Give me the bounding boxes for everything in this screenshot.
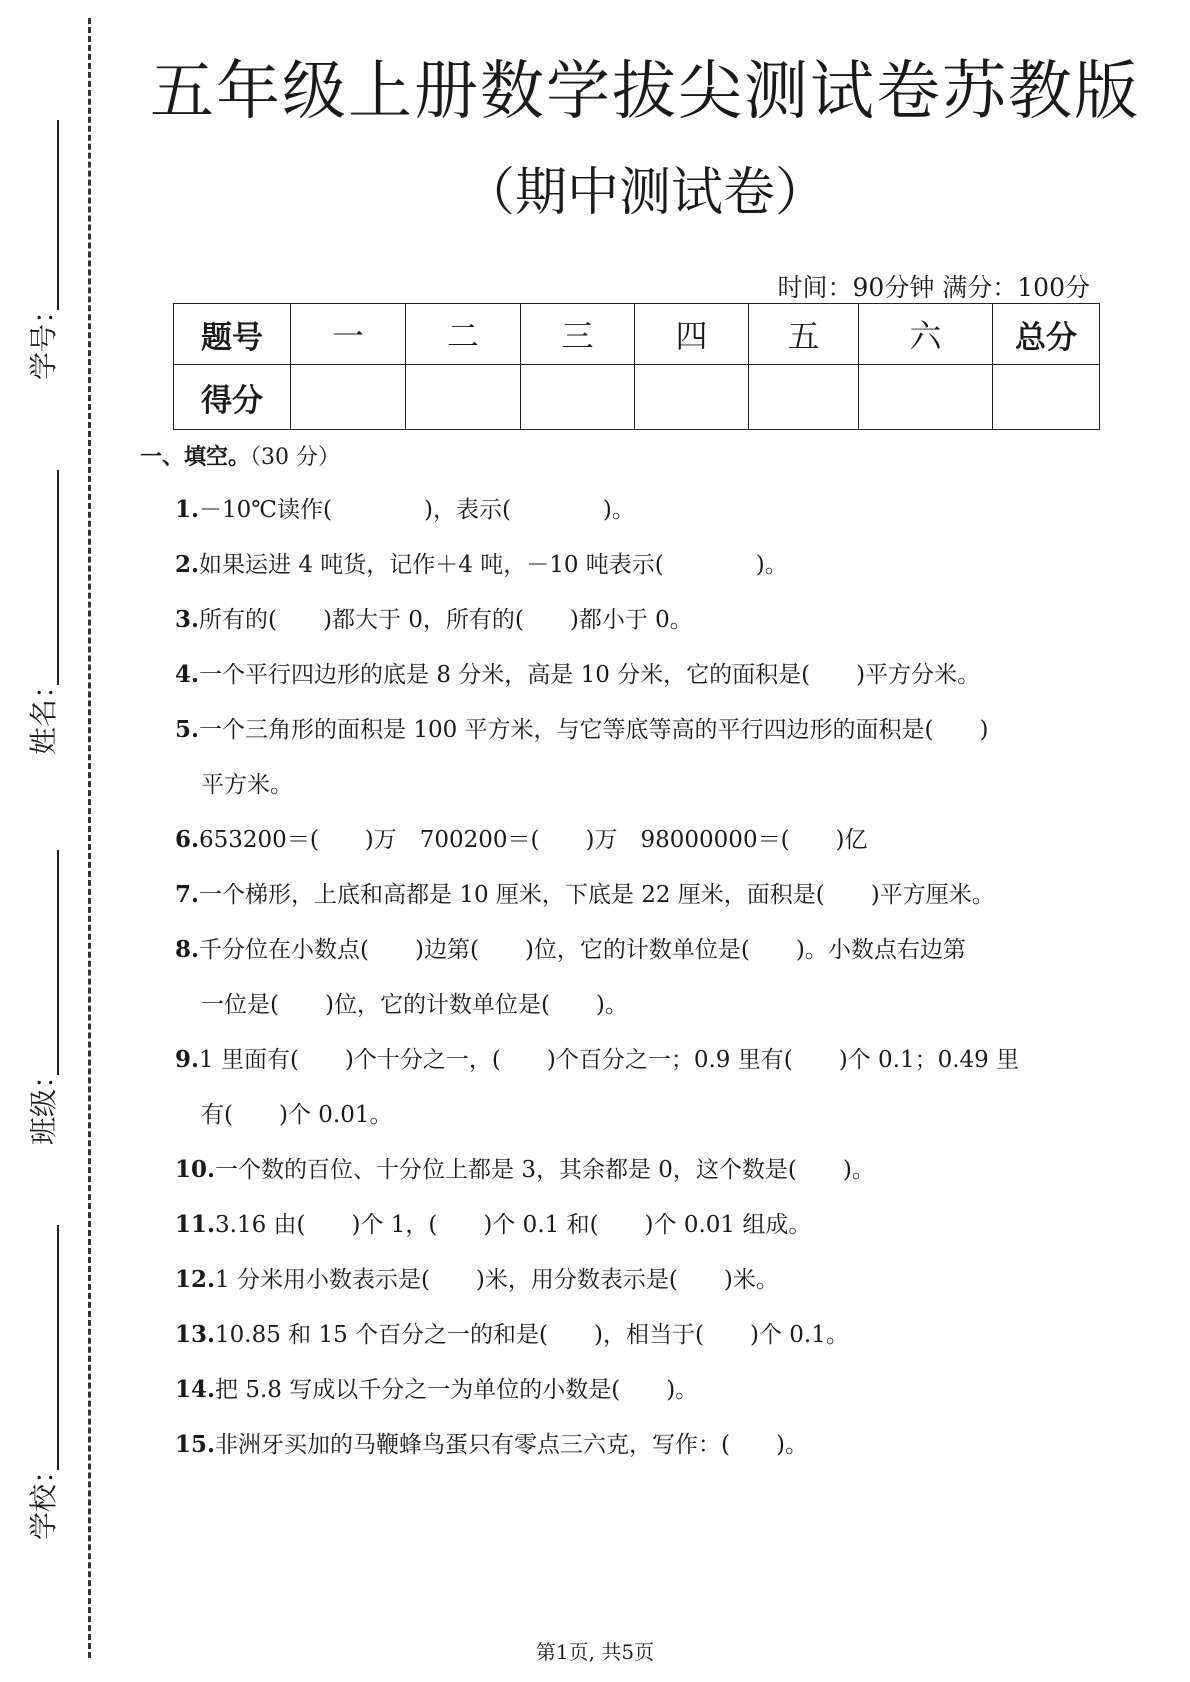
score-table-header-row	[174, 304, 1100, 365]
side-label-class: 班级：	[27, 1060, 60, 1145]
question-item	[175, 922, 1095, 1033]
side-label-school: 学校：	[27, 1455, 60, 1540]
question-text-continuation: 有( )个 0.01。	[201, 1102, 393, 1128]
score-input-cell[interactable]	[521, 365, 635, 430]
question-item	[175, 812, 1095, 868]
name-write-line[interactable]	[57, 470, 59, 685]
question-item	[175, 482, 1095, 538]
score-input-cell[interactable]	[635, 365, 749, 430]
score-table	[173, 303, 1100, 430]
question-number: 1.	[175, 496, 200, 523]
question-number: 12.	[175, 1266, 216, 1293]
question-number: 7.	[175, 881, 200, 908]
question-text-continuation: 一位是( )位，它的计数单位是( )。	[201, 992, 628, 1018]
score-table-header-cell: 四	[635, 304, 749, 365]
page-subtitle: （期中测试卷）	[462, 163, 827, 223]
question-text: 3.16 由( )个 1，( )个 0.1 和( )个 0.01 组成。	[215, 1212, 812, 1238]
question-text: 653200＝( )万 700200＝( )万 98000000＝( )亿	[199, 827, 868, 853]
question-number: 14.	[175, 1376, 216, 1403]
question-text: 非洲牙买加的马鞭蜂鸟蛋只有零点三六克，写作：( )。	[215, 1432, 808, 1458]
question-item	[175, 1197, 1095, 1253]
score-table-header-cell: 题号	[174, 304, 291, 365]
question-item	[175, 867, 1095, 923]
section-1-heading	[140, 440, 340, 471]
question-item	[175, 1252, 1095, 1308]
question-item	[175, 1142, 1095, 1198]
question-number: 4.	[175, 661, 200, 688]
score-table-header-cell: 五	[749, 304, 859, 365]
student-id-write-line[interactable]	[57, 120, 59, 310]
question-text: 10.85 和 15 个百分之一的和是( )，相当于( )个 0.1。	[215, 1322, 849, 1348]
question-text: 如果运进 4 吨货，记作＋4 吨，－10 吨表示( )。	[199, 552, 788, 578]
question-number: 8.	[175, 936, 200, 963]
question-item	[175, 1417, 1095, 1473]
question-text: 一个梯形，上底和高都是 10 厘米，下底是 22 厘米，面积是( )平方厘米。	[199, 882, 995, 908]
question-item	[175, 1307, 1095, 1363]
score-table-header-cell: 总分	[993, 304, 1100, 365]
question-text: 千分位在小数点( )边第( )位，它的计数单位是( )。小数点右边第	[199, 937, 966, 963]
score-input-cell[interactable]	[993, 365, 1100, 430]
score-row-label: 得分	[174, 365, 291, 430]
score-table-score-row	[174, 365, 1100, 430]
side-label-student-id: 学号：	[27, 295, 60, 380]
score-table-header-cell: 六	[859, 304, 993, 365]
score-table-header-cell: 二	[406, 304, 521, 365]
score-table-header-cell: 一	[291, 304, 406, 365]
question-text-continuation: 平方米。	[201, 772, 293, 798]
exam-time-score-info: 时间：90分钟 满分：100分	[777, 273, 1090, 302]
binding-dashed-line	[88, 18, 91, 1658]
question-number: 3.	[175, 606, 200, 633]
question-text: 1 分米用小数表示是( )米，用分数表示是( )米。	[215, 1267, 779, 1293]
section-1-title: 一、填空。	[140, 445, 251, 470]
question-number: 2.	[175, 551, 200, 578]
question-item	[175, 702, 1095, 813]
question-item	[175, 592, 1095, 648]
question-number: 6.	[175, 826, 200, 853]
score-input-cell[interactable]	[291, 365, 406, 430]
question-number: 11.	[175, 1211, 216, 1238]
score-input-cell[interactable]	[859, 365, 993, 430]
question-item	[175, 1362, 1095, 1418]
school-write-line[interactable]	[57, 1225, 59, 1470]
question-text: 一个数的百位、十分位上都是 3，其余都是 0，这个数是( )。	[215, 1157, 875, 1183]
question-text: 1 里面有( )个十分之一，( )个百分之一；0.9 里有( )个 0.1；0.49 里	[199, 1047, 1020, 1073]
question-number: 5.	[175, 716, 200, 743]
class-write-line[interactable]	[57, 850, 59, 1075]
score-input-cell[interactable]	[406, 365, 521, 430]
page-title: 五年级上册数学拔尖测试卷苏教版	[150, 55, 1140, 129]
score-input-cell[interactable]	[749, 365, 859, 430]
question-number: 13.	[175, 1321, 216, 1348]
question-number: 9.	[175, 1046, 200, 1073]
question-number: 15.	[175, 1431, 216, 1458]
question-number: 10.	[175, 1156, 216, 1183]
question-item	[175, 647, 1095, 703]
question-text: 一个平行四边形的底是 8 分米，高是 10 分米，它的面积是( )平方分米。	[199, 662, 981, 688]
question-text: 把 5.8 写成以千分之一为单位的小数是( )。	[215, 1377, 699, 1403]
score-table-header-cell: 三	[521, 304, 635, 365]
page-number: 第1页, 共5页	[535, 1640, 655, 1664]
section-1-points: （30 分）	[250, 445, 341, 470]
side-label-name: 姓名：	[27, 670, 60, 755]
question-item	[175, 537, 1095, 593]
question-item	[175, 1032, 1095, 1143]
question-text: －10℃读作( )，表示( )。	[199, 497, 635, 523]
question-text: 一个三角形的面积是 100 平方米，与它等底等高的平行四边形的面积是( )	[199, 717, 989, 743]
question-text: 所有的( )都大于 0，所有的( )都小于 0。	[199, 607, 693, 633]
